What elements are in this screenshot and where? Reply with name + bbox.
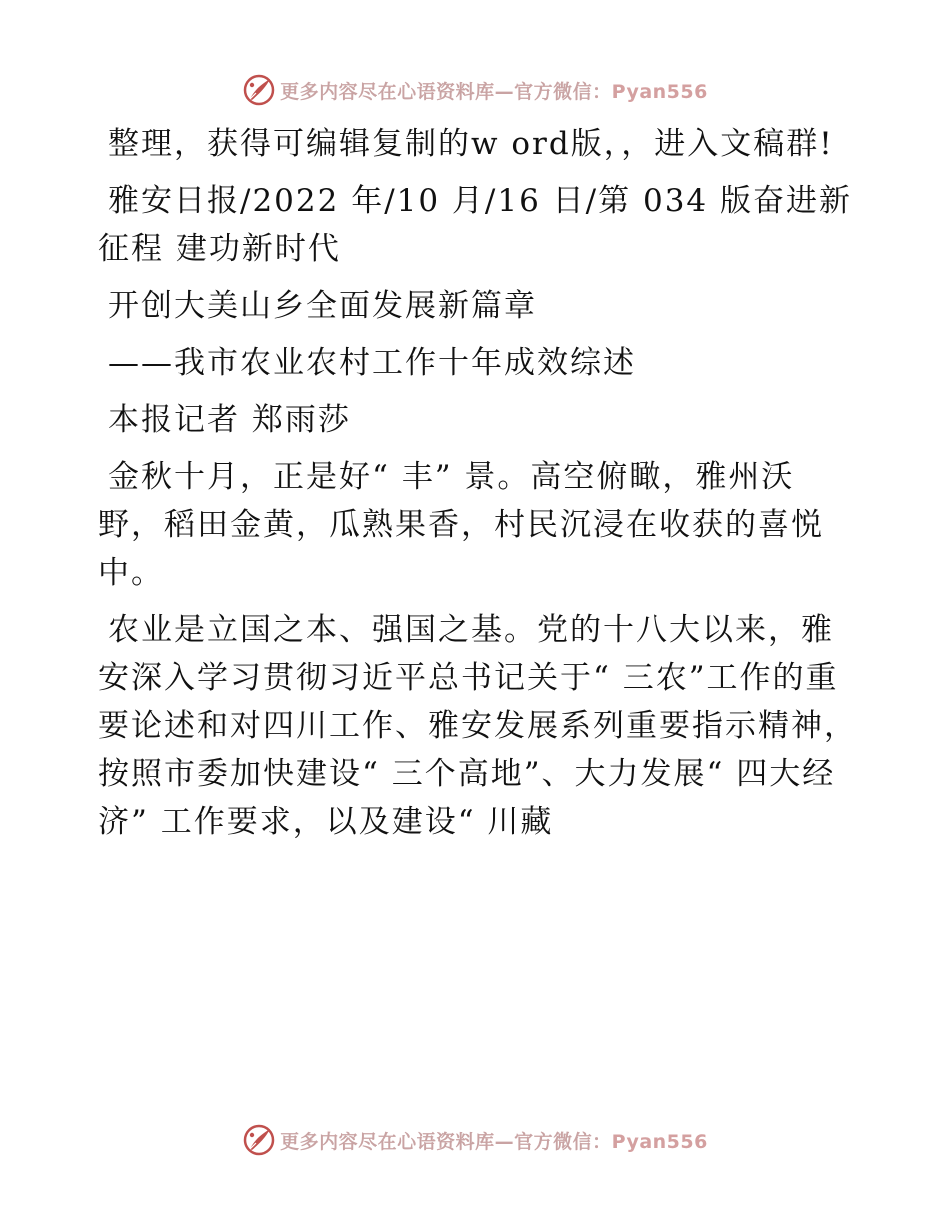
paragraph-intro: 整理，获得可编辑复制的w ord版，，进入文稿群!	[108, 126, 834, 162]
banner-slogan: 更多内容尽在心语资料库—官方微信：	[280, 80, 612, 103]
quill-logo-icon	[242, 1123, 276, 1157]
banner-text	[280, 77, 708, 104]
banner-text	[280, 1127, 708, 1154]
banner-wechat-id: Pyan556	[611, 80, 708, 103]
footer-banner	[0, 1120, 950, 1160]
paragraph-byline: 本报记者 郑雨莎	[108, 402, 351, 438]
paragraph-subheadline: ——我市农业农村工作十年成效综述	[108, 345, 636, 381]
paragraph-source-line: 雅安日报/2022 年/10 月/16 日/第 034 版奋进新征程 建功新时代	[98, 183, 853, 267]
banner-slogan: 更多内容尽在心语资料库—官方微信：	[280, 1130, 612, 1153]
paragraph-headline: 开创大美山乡全面发展新篇章	[108, 288, 537, 324]
paragraph-body: 农业是立国之本、强国之基。党的十八大以来，雅安深入学习贯彻习近平总书记关于“ 三农”工作的重要论述和对四川工作、雅安发展系列重要指示精神，按照市委加快建设“ 三个高地”、大力发展“ 四大经济” 工作要求，以及建设“ 川藏	[98, 612, 857, 840]
banner-wechat-id: Pyan556	[611, 1130, 708, 1153]
document-body	[98, 120, 858, 855]
header-banner	[0, 70, 950, 110]
paragraph-lead: 金秋十月，正是好“ 丰” 景。高空俯瞰，雅州沃野，稻田金黄，瓜熟果香，村民沉浸在收获的喜悦中。	[98, 459, 824, 591]
quill-logo-icon	[242, 73, 276, 107]
